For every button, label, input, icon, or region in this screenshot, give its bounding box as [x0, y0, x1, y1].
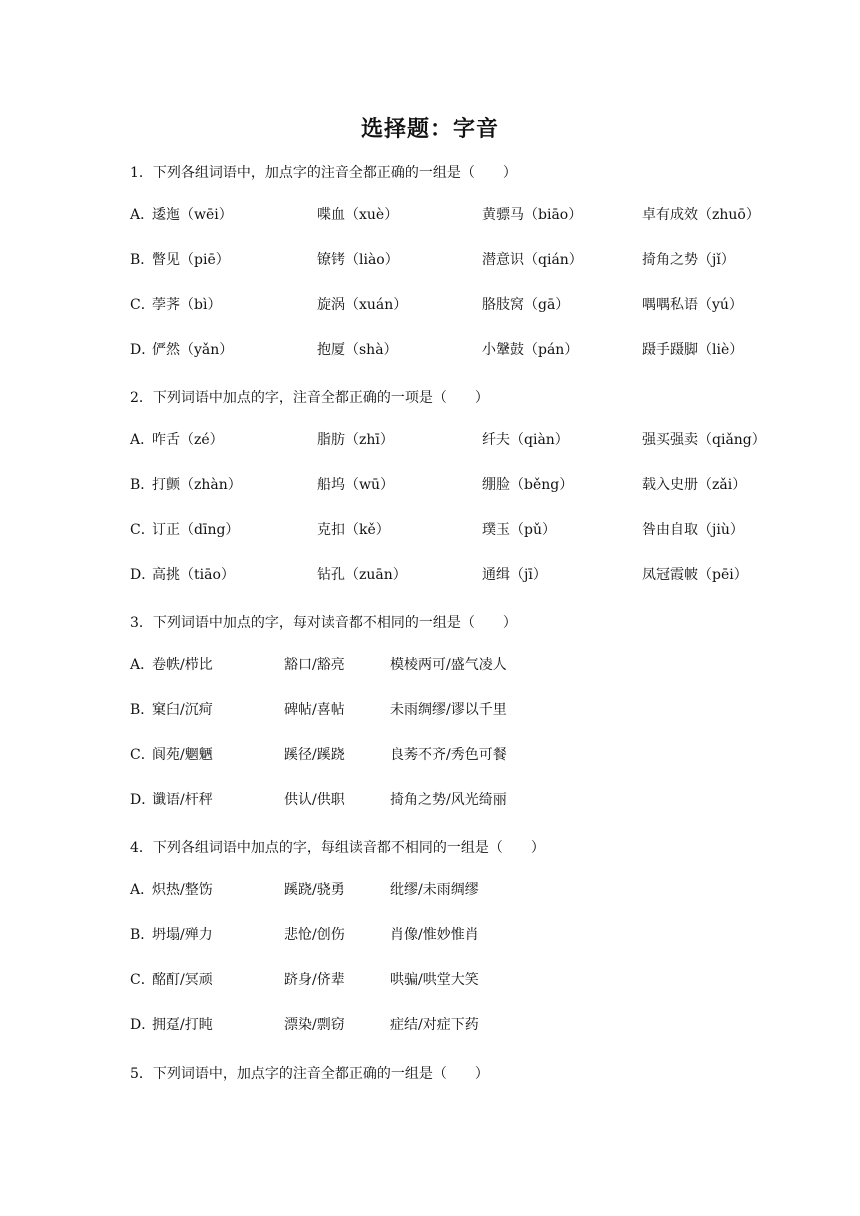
option-item: 镣铐（liào）: [317, 252, 399, 268]
option-item: 喁喁私语（yú）: [642, 297, 743, 313]
option-row[interactable]: [130, 339, 744, 361]
option-item: 肖像/惟妙惟肖: [390, 927, 479, 943]
option-label: D．: [130, 567, 156, 583]
option-item: 窠臼/沉疴: [152, 702, 213, 718]
option-item: 拥趸/打盹: [152, 1017, 213, 1033]
option-row[interactable]: [130, 204, 760, 226]
option-item: 模棱两可/盛气凌人: [390, 657, 507, 673]
option-label: A．: [130, 207, 155, 223]
option-label: D．: [130, 1017, 156, 1033]
option-item: 漂染/剽窃: [284, 1017, 345, 1033]
option-row[interactable]: [130, 294, 743, 316]
option-row[interactable]: [130, 789, 730, 811]
option-item: 悲怆/创伤: [284, 927, 345, 943]
option-item: 黄骠马（biāo）: [482, 207, 583, 223]
option-row[interactable]: [130, 1014, 730, 1036]
option-item: 蹊径/蹊跷: [284, 747, 345, 763]
option-item: 跻身/侪辈: [284, 972, 345, 988]
option-label: A．: [130, 882, 155, 898]
option-row[interactable]: [130, 924, 730, 946]
question-stem: 2．下列词语中加点的字，注音全都正确的一项是（ ）: [130, 390, 489, 406]
option-label: C．: [130, 972, 155, 988]
option-item: 卷帙/栉比: [152, 657, 213, 673]
option-item: 酩酊/冥顽: [152, 972, 213, 988]
option-item: 高挑（tiāo）: [152, 567, 235, 583]
option-item: 俨然（yǎn）: [152, 342, 234, 358]
option-item: 碑帖/喜帖: [284, 702, 345, 718]
question-stem: 1．下列各组词语中，加点字的注音全都正确的一组是（ ）: [130, 165, 517, 181]
option-row[interactable]: [130, 564, 748, 586]
option-label: A．: [130, 432, 155, 448]
option-item: 纰缪/未雨绸缪: [390, 882, 479, 898]
option-item: 卓有成效（zhuō）: [642, 207, 760, 223]
option-row[interactable]: [130, 519, 744, 541]
option-item: 蹑手蹑脚（liè）: [642, 342, 744, 358]
option-item: 哄骗/哄堂大笑: [390, 972, 479, 988]
option-item: 未雨绸缪/谬以千里: [390, 702, 507, 718]
option-row[interactable]: [130, 654, 730, 676]
option-item: 坍塌/殚力: [152, 927, 213, 943]
option-item: 咎由自取（jiù）: [642, 522, 744, 538]
option-item: 豁口/豁亮: [284, 657, 345, 673]
option-item: 载入史册（zǎi）: [642, 477, 747, 493]
option-item: 良莠不齐/秀色可餐: [390, 747, 507, 763]
option-row[interactable]: [130, 969, 730, 991]
option-item: 旋涡（xuán）: [317, 297, 408, 313]
option-row[interactable]: [130, 879, 730, 901]
option-label: D．: [130, 342, 156, 358]
option-label: B．: [130, 927, 155, 943]
option-item: 蹊跷/骁勇: [284, 882, 345, 898]
option-item: 船坞（wū）: [317, 477, 394, 493]
option-label: B．: [130, 252, 155, 268]
option-item: 荸荠（bì）: [152, 297, 222, 313]
option-item: 钻孔（zuān）: [317, 567, 407, 583]
option-label: D．: [130, 792, 156, 808]
option-item: 纤夫（qiàn）: [482, 432, 569, 448]
option-item: 订正（dīng）: [152, 522, 240, 538]
option-row[interactable]: [130, 744, 730, 766]
option-item: 璞玉（pǔ）: [482, 522, 556, 538]
option-item: 打颤（zhàn）: [152, 477, 242, 493]
option-item: 阆苑/魍魉: [152, 747, 213, 763]
option-row[interactable]: [130, 249, 735, 271]
option-item: 克扣（kě）: [317, 522, 390, 538]
option-item: 喋血（xuè）: [317, 207, 399, 223]
option-label: B．: [130, 702, 155, 718]
option-item: 抱厦（shà）: [317, 342, 398, 358]
option-item: 供认/供职: [284, 792, 345, 808]
option-item: 小鞶鼓（pán）: [482, 342, 579, 358]
option-item: 潜意识（qián）: [482, 252, 583, 268]
option-label: C．: [130, 522, 155, 538]
option-label: C．: [130, 297, 155, 313]
option-item: 掎角之势（jǐ）: [642, 252, 735, 268]
option-item: 掎角之势/风光绮丽: [390, 792, 507, 808]
option-item: 胳肢窝（gā）: [482, 297, 570, 313]
option-item: 凤冠霞帔（pēi）: [642, 567, 748, 583]
option-label: A．: [130, 657, 155, 673]
option-item: 瞥见（piē）: [152, 252, 230, 268]
option-item: 绷脸（běng）: [482, 477, 574, 493]
page-title: 选择题：字音: [360, 117, 499, 142]
question-stem: 3．下列词语中加点的字，每对读音都不相同的一组是（ ）: [130, 615, 517, 631]
option-item: 症结/对症下药: [390, 1017, 479, 1033]
option-row[interactable]: [130, 699, 730, 721]
option-label: C．: [130, 747, 155, 763]
option-item: 通缉（jī）: [482, 567, 547, 583]
option-item: 谶语/杆秤: [152, 792, 213, 808]
option-label: B．: [130, 477, 155, 493]
question-stem: 5．下列词语中，加点字的注音全都正确的一组是（ ）: [130, 1066, 489, 1082]
option-row[interactable]: [130, 429, 766, 451]
option-item: 脂肪（zhī）: [317, 432, 394, 448]
option-item: 咋舌（zé）: [152, 432, 224, 448]
option-item: 炽热/整饬: [152, 882, 213, 898]
question-stem: 4．下列各组词语中加点的字，每组读音都不相同的一组是（ ）: [130, 840, 545, 856]
option-item: 逶迤（wēi）: [152, 207, 233, 223]
option-item: 强买强卖（qiǎng）: [642, 432, 766, 448]
option-row[interactable]: [130, 474, 747, 496]
